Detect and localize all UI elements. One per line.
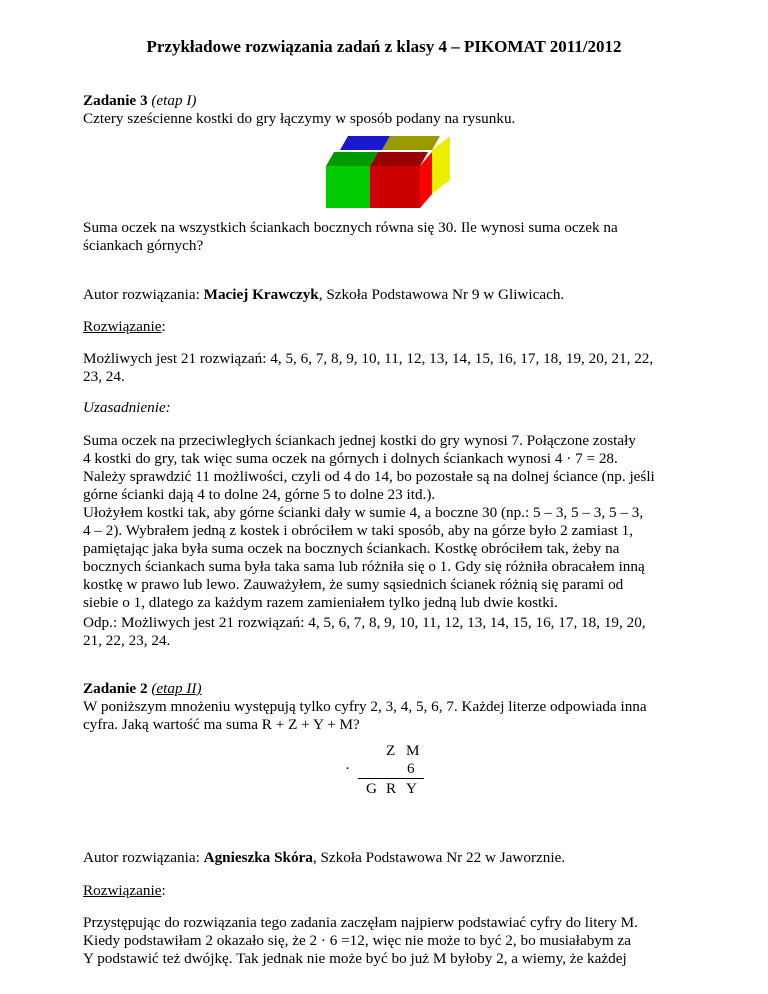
page-title: Przykładowe rozwiązania zadań z klasy 4 – PIKOMAT 2011/2012 xyxy=(146,37,622,56)
multiplication-puzzle xyxy=(340,742,430,802)
task3-justification xyxy=(83,432,683,612)
task3-header xyxy=(83,92,683,128)
task3-stage: (etap I) xyxy=(151,92,197,109)
task3-solution-label xyxy=(83,318,683,336)
task2-intro-line: W poniższym mnożeniu występują tylko cyfry 2, 3, 4, 5, 6, 7. Każdej literze odpowiada inna xyxy=(83,698,647,715)
task3-justification-line: pamiętając jaka była suma oczek na bocznych ściankach. Kostkę obróciłem tak, żeby na xyxy=(83,540,620,557)
task3-justification-line: Suma oczek na przeciwległych ściankach jednej kostki do gry wynosi 7. Połączone zostały xyxy=(83,432,636,449)
task3-justification-line: siebie o 1, dlatego za każdym razem zamieniałem tylko jedną lub dwie kostki. xyxy=(83,594,558,611)
task3-intro: Cztery sześcienne kostki do gry łączymy w sposób podany na rysunku. xyxy=(83,110,516,127)
task3-justification-line: 4 – 2). Wybrałem jedną z kostek i obróciłem w taki sposób, aby na górze było 2 zamiast 1, xyxy=(83,522,634,539)
task2-author-prefix: Autor rozwiązania: xyxy=(83,849,204,866)
task2-author-school: , Szkoła Podstawowa Nr 22 w Jaworznie. xyxy=(312,849,566,866)
task2-solution-label xyxy=(83,882,683,900)
task2-intro-line: cyfra. Jaką wartość ma suma R + Z + Y + M? xyxy=(83,716,360,733)
task3-justification-label xyxy=(83,399,683,417)
task3-justification-label-text: Uzasadnienie: xyxy=(83,399,171,416)
task3-justification-line: kostkę w prawo lub lewo. Zauważyłem, że sumy sąsiednich ścianek różnią się parami od xyxy=(83,576,624,593)
task2-solution-colon: : xyxy=(161,882,166,899)
cube-green-front xyxy=(326,166,370,208)
multiply-operator: · xyxy=(345,760,351,777)
task3-author-school: , Szkoła Podstawowa Nr 9 w Gliwicach. xyxy=(318,286,565,303)
task2-solution-line: Y podstawić też dwójkę. Tak jednak nie może być bo już M byłoby 2, a wiemy, że każdej xyxy=(83,950,627,967)
task2-solution-label-text: Rozwiązanie xyxy=(83,882,162,899)
task2-stage: (etap II) xyxy=(151,680,202,697)
multiplier-six: 6 xyxy=(407,760,415,777)
task3-solution xyxy=(83,350,683,386)
task3-solution-colon: : xyxy=(161,318,166,335)
task3-justification-line: Ułożyłem kostki tak, aby górne ścianki dały w sumie 4, a boczne 30 (np.: 5 – 3, 5 – 3, 5 – 3, xyxy=(83,504,644,521)
task3-question xyxy=(83,219,683,255)
multiplication-line xyxy=(358,778,424,779)
task3-solution-line: 23, 24. xyxy=(83,368,125,385)
task2-author-name: Agnieszka Skóra xyxy=(203,849,313,866)
task3-justification-line: 4 kostki do gry, tak więc suma oczek na górnych i dolnych ściankach wynosi 4 · 7 = 28. xyxy=(83,450,618,467)
task3-question-line: ściankach górnych? xyxy=(83,237,204,254)
cube-red-top xyxy=(370,152,428,166)
digit-g: G xyxy=(366,780,377,797)
task2-solution-line: Przystępując do rozwiązania tego zadania zaczęłam najpierw podstawiać cyfry do litery M. xyxy=(83,914,638,931)
task3-author-name: Maciej Krawczyk xyxy=(203,286,319,303)
task3-justification-line: górne ścianki dają 4 to dolne 24, górne 5 to dolne 23 itd.). xyxy=(83,486,436,503)
task2-heading: Zadanie 2 xyxy=(83,680,148,697)
cube-red-front xyxy=(370,166,420,208)
dice-figure xyxy=(326,136,451,208)
task3-question-line: Suma oczek na wszystkich ściankach bocznych równa się 30. Ile wynosi suma oczek na xyxy=(83,219,618,236)
task2-author xyxy=(83,849,683,867)
cube-green-top xyxy=(326,152,378,166)
task3-solution-label-text: Rozwiązanie xyxy=(83,318,162,335)
task3-answer-line: 21, 22, 23, 24. xyxy=(83,632,171,649)
task2-solution-line: Kiedy podstawiłam 2 okazało się, że 2 · 6 =12, więc nie może to być 2, bo musiałabym za xyxy=(83,932,631,949)
digit-z: Z xyxy=(386,742,396,759)
task2-solution xyxy=(83,914,683,968)
cube-blue-top xyxy=(340,136,390,150)
task3-heading: Zadanie 3 xyxy=(83,92,148,109)
digit-r: R xyxy=(386,780,397,797)
task3-answer xyxy=(83,614,683,650)
task3-author-prefix: Autor rozwiązania: xyxy=(83,286,204,303)
task3-answer-line: Odp.: Możliwych jest 21 rozwiązań: 4, 5, 6, 7, 8, 9, 10, 11, 12, 13, 14, 15, 16, 17, 18, 19, 20, xyxy=(83,614,646,631)
cube-olive-top xyxy=(382,136,440,150)
task3-justification-line: bocznych ściankach suma była taka sama lub różniła się o 1. Gdy się różniła obracałem inną xyxy=(83,558,645,575)
digit-m: M xyxy=(406,742,420,759)
digit-y: Y xyxy=(406,780,417,797)
task3-author xyxy=(83,286,683,304)
task3-justification-line: Należy sprawdzić 11 możliwości, czyli od 4 do 14, bo pozostałe są na dolnej ściance (np. jeśli xyxy=(83,468,655,485)
task3-solution-line: Możliwych jest 21 rozwiązań: 4, 5, 6, 7, 8, 9, 10, 11, 12, 13, 14, 15, 16, 17, 18, 19, 20, 21, 22, xyxy=(83,350,654,367)
task2-header xyxy=(83,680,683,734)
